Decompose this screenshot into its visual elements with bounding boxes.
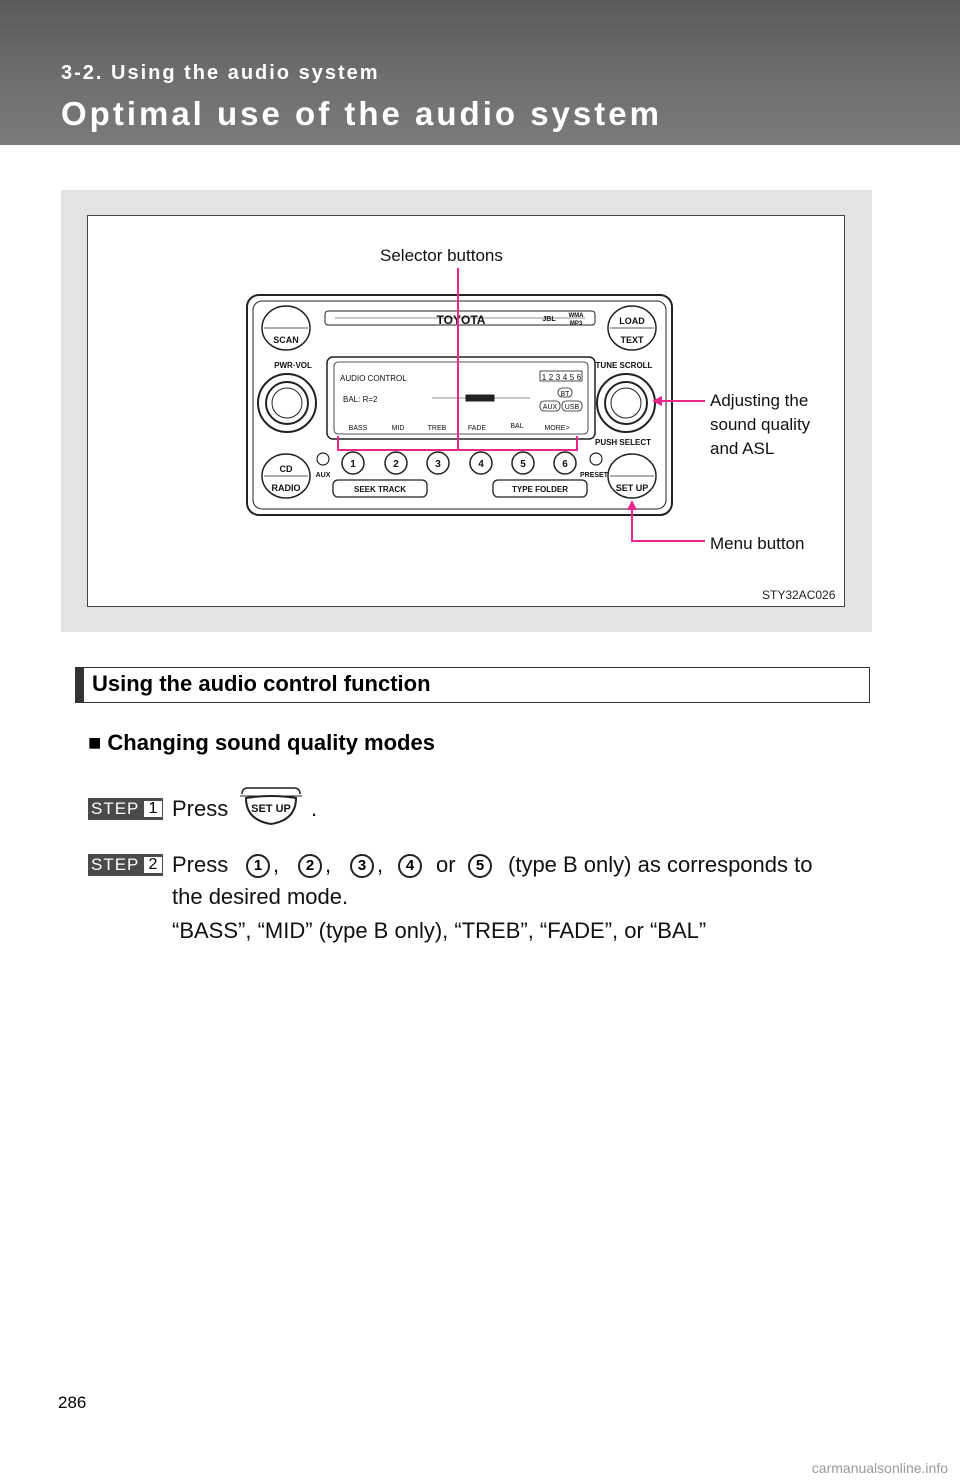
svg-text:PUSH SELECT: PUSH SELECT bbox=[594, 438, 652, 447]
callout-menu-button: Menu button bbox=[710, 534, 805, 553]
svg-text:1: 1 bbox=[541, 373, 547, 382]
svg-text:MORE>: MORE> bbox=[544, 425, 570, 432]
step-2-or: or bbox=[436, 852, 456, 877]
figure-code: STY32AC026 bbox=[762, 588, 836, 602]
display-value: BAL: R=2 bbox=[343, 395, 378, 404]
step-2-line2: the desired mode. bbox=[172, 884, 349, 909]
sep-3: , bbox=[377, 852, 384, 877]
sep-1: , bbox=[273, 852, 280, 877]
svg-text:TREB: TREB bbox=[427, 425, 447, 432]
step-2-line3: “BASS”, “MID” (type B only), “TREB”, “FADE”, or “BAL” bbox=[172, 918, 707, 943]
svg-text:RADIO: RADIO bbox=[271, 483, 301, 493]
button-5-icon: 5 bbox=[468, 854, 492, 878]
svg-text:BT: BT bbox=[560, 391, 570, 398]
section-label: 3-2. Using the audio system bbox=[61, 62, 380, 84]
step-1-end: . bbox=[311, 796, 318, 821]
svg-text:AUX: AUX bbox=[542, 404, 558, 411]
svg-text:USB: USB bbox=[564, 404, 580, 411]
svg-text:WMA: WMA bbox=[568, 313, 584, 319]
setup-button-icon bbox=[238, 786, 304, 828]
svg-text:BASS: BASS bbox=[348, 425, 368, 432]
svg-text:MP3: MP3 bbox=[569, 321, 583, 327]
svg-text:FADE: FADE bbox=[467, 425, 487, 432]
svg-text:LOAD: LOAD bbox=[619, 316, 645, 326]
svg-text:6: 6 bbox=[562, 459, 568, 470]
callout-selector-buttons: Selector buttons bbox=[380, 246, 503, 265]
button-3-icon: 3 bbox=[350, 854, 374, 878]
callout-adjust-line1: Adjusting the bbox=[710, 391, 809, 410]
svg-text:TUNE SCROLL: TUNE SCROLL bbox=[595, 361, 653, 370]
sep-2: , bbox=[325, 852, 332, 877]
svg-text:MID: MID bbox=[391, 425, 405, 432]
subhead-text: Using the audio control function bbox=[92, 671, 431, 696]
button-2-icon: 2 bbox=[298, 854, 322, 878]
svg-text:5: 5 bbox=[520, 459, 526, 470]
svg-text:CD: CD bbox=[279, 464, 293, 474]
preset-buttons bbox=[342, 452, 576, 474]
svg-text:TYPE FOLDER: TYPE FOLDER bbox=[511, 485, 569, 494]
svg-text:PRESET: PRESET bbox=[579, 472, 609, 479]
svg-text:TEXT: TEXT bbox=[620, 335, 644, 345]
brand-label: TOYOTA bbox=[436, 313, 486, 327]
step-1-press: Press bbox=[172, 796, 229, 821]
svg-text:SET UP: SET UP bbox=[615, 483, 649, 493]
svg-text:3: 3 bbox=[555, 373, 561, 382]
svg-text:PWR·VOL: PWR·VOL bbox=[274, 361, 312, 370]
svg-text:4: 4 bbox=[562, 373, 568, 382]
step-2-badge: STEP 2 bbox=[88, 854, 163, 876]
svg-text:JBL: JBL bbox=[542, 316, 556, 323]
subsection-title: ■ Changing sound quality modes bbox=[88, 730, 435, 755]
svg-text:SEEK TRACK: SEEK TRACK bbox=[353, 485, 407, 494]
footer-watermark: carmanualsonline.info bbox=[811, 1460, 948, 1476]
button-4-icon: 4 bbox=[398, 854, 422, 878]
button-1-icon: 1 bbox=[246, 854, 270, 878]
svg-text:2: 2 bbox=[548, 373, 554, 382]
svg-text:BAL: BAL bbox=[510, 423, 524, 430]
svg-text:4: 4 bbox=[478, 459, 484, 470]
svg-text:1: 1 bbox=[350, 459, 356, 470]
display-mode: AUDIO CONTROL bbox=[340, 374, 407, 383]
page-title: Optimal use of the audio system bbox=[61, 95, 662, 132]
svg-text:SET UP: SET UP bbox=[251, 803, 291, 815]
page-number: 286 bbox=[58, 1393, 87, 1412]
subhead-box bbox=[75, 667, 870, 703]
svg-text:3: 3 bbox=[435, 459, 441, 470]
svg-text:6: 6 bbox=[576, 373, 582, 382]
svg-text:AUX: AUX bbox=[315, 472, 331, 479]
callout-adjust-line2: sound quality bbox=[710, 415, 811, 434]
audio-unit-illustration bbox=[0, 0, 960, 640]
svg-text:SCAN: SCAN bbox=[273, 335, 299, 345]
step-2-tail: (type B only) as corresponds to bbox=[508, 852, 813, 877]
step-2-press: Press bbox=[172, 852, 229, 877]
svg-text:2: 2 bbox=[393, 459, 399, 470]
step-1-badge: STEP 1 bbox=[88, 798, 163, 820]
svg-text:5: 5 bbox=[569, 373, 575, 382]
callout-adjust-line3: and ASL bbox=[710, 439, 775, 458]
